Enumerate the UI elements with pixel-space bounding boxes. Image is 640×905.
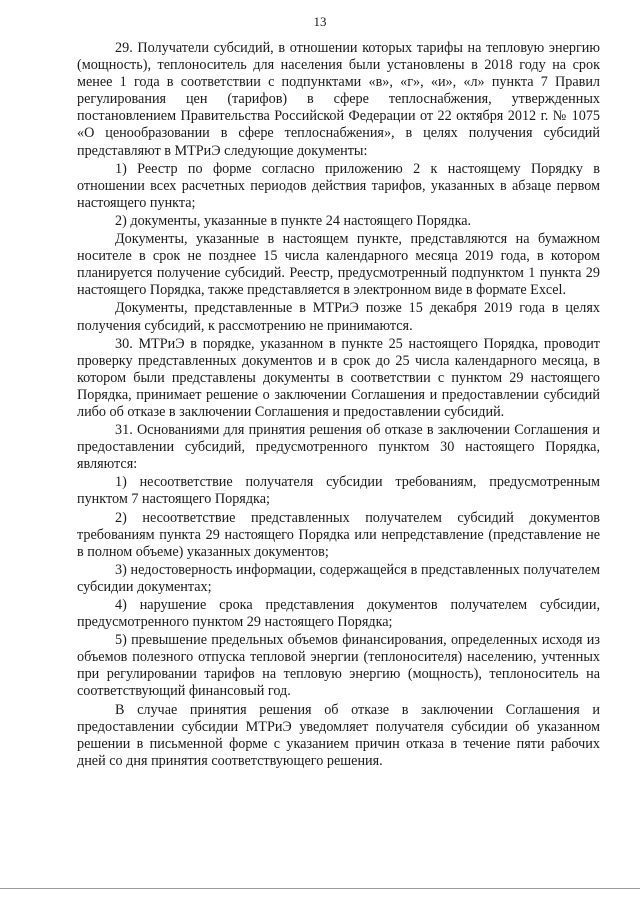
paragraph-29-deadline: Документы, представленные в МТРиЭ позже 15 декабря 2019 года в целях получения субсидий, к рассмотрению не принимаются. <box>77 300 600 334</box>
document-body <box>77 40 600 771</box>
paragraph-31: 31. Основаниями для принятия решения об отказе в заключении Соглашения и предоставлении субсидий, предусмотренного пунктом 30 настоящего Порядка, являются: <box>77 422 600 473</box>
paragraph-31-item-4: 4) нарушение срока представления документов получателем субсидии, предусмотренного пунктом 29 настоящего Порядка; <box>77 597 600 631</box>
page-number: 13 <box>313 14 327 29</box>
paragraph-29-submission-terms: Документы, указанные в настоящем пункте, представляются на бумажном носителе в срок не позднее 15 числа календарного месяца 2019 года, в котором планируется получение субсидий. Реестр, предусмотренный подпунктом 1 пункта 29 настоящего Порядка, также представляется в электронном виде в формате Excel. <box>77 231 600 299</box>
paragraph-29: 29. Получатели субсидий, в отношении которых тарифы на тепловую энергию (мощность), теплоноситель для населения были установлены в 2018 году на срок менее 1 года в соответствии с подпунктами «в», «г», «и», «л» пункта 7 Правил регулирования цен (тарифов) в сфере теплоснабжения, утвержденных постановлением Правительства Российской Федерации от 22 октября 2012 г. № 1075 «О ценообразовании в сфере теплоснабжения», в целях получения субсидий представляют в МТРиЭ следующие документы: <box>77 40 600 159</box>
paragraph-30: 30. МТРиЭ в порядке, указанном в пункте 25 настоящего Порядка, проводит проверку представленных документов и в срок до 25 числа календарного месяца, в котором были представлены документы в соответствии с пунктом 29 настоящего Порядка, принимает решение о заключении Соглашения и предоставлении субсидий либо об отказе в заключении Соглашения и предоставлении субсидий. <box>77 335 600 420</box>
paragraph-29-item-1: 1) Реестр по форме согласно приложению 2 к настоящему Порядку в отношении всех расчетных периодов действия тарифов, указанных в абзаце первом настоящего пункта; <box>77 160 600 211</box>
paragraph-31-item-3: 3) недостоверность информации, содержащейся в представленных получателем субсидии документах; <box>77 561 600 595</box>
paragraph-31-item-5: 5) превышение предельных объемов финансирования, определенных исходя из объемов полезного отпуска тепловой энергии (теплоносителя) населению, учтенных при регулировании тарифов на тепловую энергию (мощность), теплоноситель на соответствующий финансовый год. <box>77 632 600 700</box>
paragraph-29-item-2: 2) документы, указанные в пункте 24 настоящего Порядка. <box>115 212 472 229</box>
paragraph-31-item-2: 2) несоответствие представленных получателем субсидий документов требованиям пункта 29 настоящего Порядка или непредставление (представление не в полном объеме) указанных документов; <box>77 509 600 560</box>
scan-edge-line <box>0 888 640 889</box>
paragraph-31-item-1: 1) несоответствие получателя субсидии требованиям, предусмотренным пунктом 7 настоящего Порядка; <box>77 474 600 508</box>
paragraph-refusal-notice: В случае принятия решения об отказе в заключении Соглашения и предоставлении субсидии МТРиЭ уведомляет получателя субсидии об указанном решении в письменной форме с указанием причин отказа в течение пяти рабочих дней со дня принятия соответствующего решения. <box>77 701 600 769</box>
